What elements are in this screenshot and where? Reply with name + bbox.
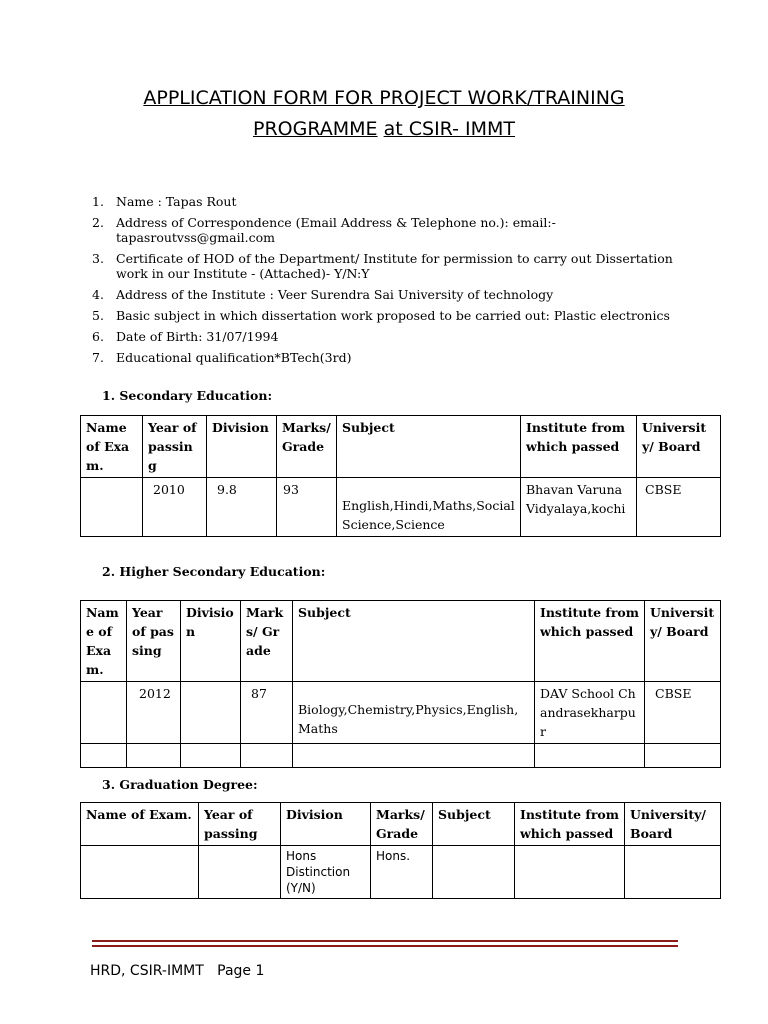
table-cell: Hons.: [371, 846, 433, 899]
secondary-education-heading: 1. Secondary Education:: [102, 388, 273, 403]
header-cell: Subject: [433, 803, 515, 846]
table-cell: [181, 682, 241, 744]
table-cell: [199, 846, 281, 899]
table-cell: [127, 744, 181, 768]
header-cell: Marks/ Grade: [241, 601, 293, 682]
higher-secondary-table: [80, 600, 721, 768]
table-cell: [645, 744, 721, 768]
table-cell: [81, 682, 127, 744]
table-cell: [81, 478, 143, 537]
form-title-line-1: APPLICATION FORM FOR PROJECT WORK/TRAINING: [143, 87, 625, 109]
header-cell: Marks/ Grade: [277, 416, 337, 478]
table-cell: [515, 846, 625, 899]
header-cell: Year of passing: [127, 601, 181, 682]
table-header-row: [81, 601, 721, 682]
table-cell: [181, 744, 241, 768]
table-cell: Hons Distinction (Y/N): [281, 846, 371, 899]
table-cell: 87: [241, 682, 293, 744]
header-cell: Name of Exam.: [81, 601, 127, 682]
table-cell: English,Hindi,Maths,Social Science,Science: [337, 478, 521, 537]
header-cell: Year of passing: [199, 803, 281, 846]
table-cell: 2010: [143, 478, 207, 537]
header-cell: Institute from which passed: [515, 803, 625, 846]
table-cell: [81, 744, 127, 768]
table-cell: CBSE: [645, 682, 721, 744]
table-header-row: [81, 416, 721, 478]
table-cell: 9.8: [207, 478, 277, 537]
table-cell: 93: [277, 478, 337, 537]
table-header-row: [81, 803, 721, 846]
table-cell: [625, 846, 721, 899]
header-cell: Division: [281, 803, 371, 846]
header-cell: University/ Board: [645, 601, 721, 682]
table-cell: [433, 846, 515, 899]
table-row: [81, 478, 721, 537]
header-cell: Subject: [293, 601, 535, 682]
list-item: 7. Educational qualification*BTech(3rd): [92, 350, 352, 365]
higher-secondary-heading: 2. Higher Secondary Education:: [102, 564, 326, 579]
form-title-line-2: PROGRAMME at CSIR- IMMT: [253, 118, 515, 140]
table-row: [81, 682, 721, 744]
list-item: 5. Basic subject in which dissertation work proposed to be carried out: Plastic electronics: [92, 308, 670, 323]
applicant-details-list: [88, 194, 688, 371]
table-cell: [293, 744, 535, 768]
table-cell: 2012: [127, 682, 181, 744]
header-cell: Division: [207, 416, 277, 478]
table-cell: CBSE: [637, 478, 721, 537]
table-cell: [81, 846, 199, 899]
header-cell: Subject: [337, 416, 521, 478]
table-cell: Bhavan Varuna Vidyalaya,kochi: [521, 478, 637, 537]
table-row: [81, 846, 721, 899]
graduation-heading: 3. Graduation Degree:: [102, 777, 258, 792]
table-row: [81, 744, 721, 768]
table-cell: [535, 744, 645, 768]
graduation-table: [80, 802, 721, 899]
header-cell: Marks/ Grade: [371, 803, 433, 846]
list-item: 3. Certificate of HOD of the Department/ Institute for permission to carry out Dissertation work in our Institute - (Attached)- Y/N:Y: [92, 251, 673, 281]
list-item: 1. Name : Tapas Rout: [92, 194, 237, 209]
header-cell: Institute from which passed: [535, 601, 645, 682]
header-cell: Name of Exam.: [81, 416, 143, 478]
page-footer: HRD, CSIR-IMMT Page 1: [90, 963, 265, 979]
header-cell: University/ Board: [625, 803, 721, 846]
header-cell: University/ Board: [637, 416, 721, 478]
table-cell: [241, 744, 293, 768]
footer-divider: [92, 940, 678, 947]
table-cell: DAV School Chandrasekharpur: [535, 682, 645, 744]
secondary-education-table: [80, 415, 721, 537]
header-cell: Institute from which passed: [521, 416, 637, 478]
list-item: 6. Date of Birth: 31/07/1994: [92, 329, 279, 344]
table-cell: Biology,Chemistry,Physics,English, Maths: [293, 682, 535, 744]
header-cell: Year of passing: [143, 416, 207, 478]
list-item: 4. Address of the Institute : Veer Surendra Sai University of technology: [92, 287, 554, 302]
header-cell: Division: [181, 601, 241, 682]
list-item: 2. Address of Correspondence (Email Address & Telephone no.): email:- tapasroutvss@gmail.com: [92, 215, 556, 245]
header-cell: Name of Exam.: [81, 803, 199, 846]
